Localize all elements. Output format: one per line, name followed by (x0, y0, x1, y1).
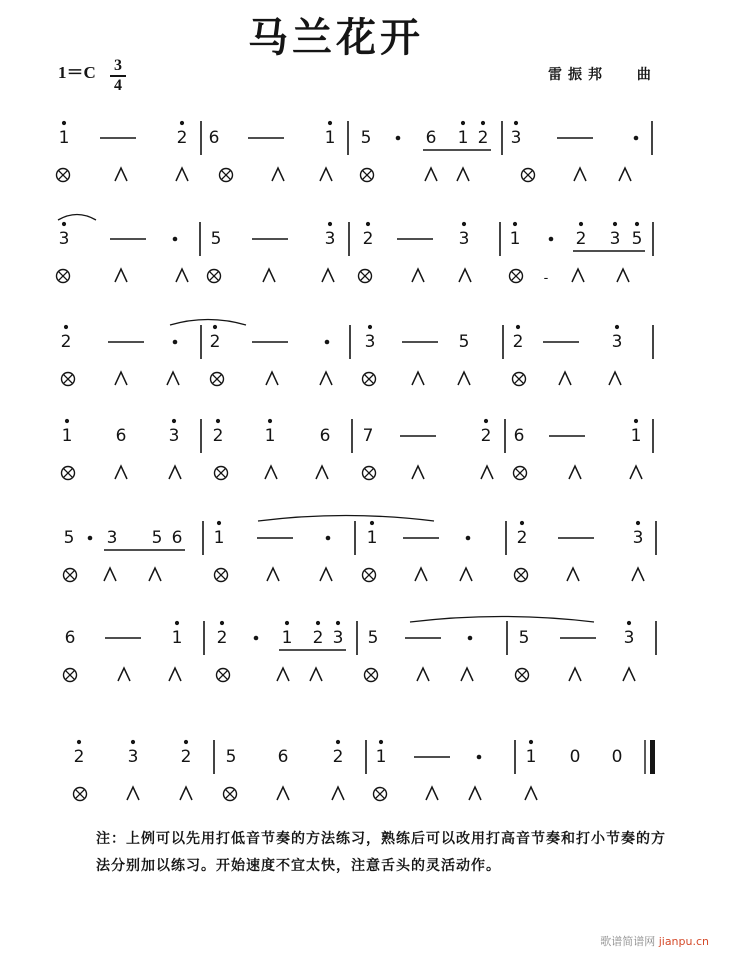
line-6-augmentation-dot (254, 636, 259, 641)
line-4-note: 6 (319, 426, 331, 446)
line-1-note: 1 (58, 128, 70, 148)
line-7-high-octave-dot (131, 740, 135, 744)
line-4-beat-mark-upbeat (169, 466, 181, 479)
line-5-note: 6 (171, 528, 183, 548)
line-5-high-octave-dot (370, 521, 374, 525)
line-7-note: 5 (225, 747, 237, 767)
line-3-beat-mark-upbeat (266, 372, 278, 385)
line-3-note: 3 (611, 332, 623, 352)
line-4-note: 1 (264, 426, 276, 446)
line-5-beat-mark-upbeat (267, 568, 279, 581)
line-1-augmentation-dot (396, 136, 401, 141)
practice-note: 注：上例可以先用打低音节奏的方法练习，熟练后可以改用打高音节奏和打小节奏的方法分别加以练习。开始速度不宜太快，注意舌头的灵活动作。 (96, 831, 666, 874)
line-2-note: 1 (509, 229, 521, 249)
line-6-high-octave-dot (627, 621, 631, 625)
line-2-note: 2 (575, 229, 587, 249)
line-6-high-octave-dot (336, 621, 340, 625)
line-3-slur (170, 320, 246, 326)
line-2-beat-mark-upbeat (617, 269, 629, 282)
line-4-beat-mark-upbeat (569, 466, 581, 479)
line-5-note: 2 (516, 528, 528, 548)
line-6-beat-mark-upbeat (623, 668, 635, 681)
line-5-augmentation-dot (88, 536, 93, 541)
line-1-note: 5 (360, 128, 372, 148)
line-1-note: 2 (176, 128, 188, 148)
line-1-augmentation-dot (634, 136, 639, 141)
line-7-high-octave-dot (184, 740, 188, 744)
line-5-note: 3 (632, 528, 644, 548)
line-2-high-octave-dot (579, 222, 583, 226)
line-5-beat-mark-upbeat (415, 568, 427, 581)
line-6-note: 2 (216, 628, 228, 648)
line-7-note: 6 (277, 747, 289, 767)
line-7-note: 2 (332, 747, 344, 767)
line-2-beat-mark-upbeat (322, 269, 334, 282)
line-2-beat-mark-upbeat (263, 269, 275, 282)
line-4-high-octave-dot (172, 419, 176, 423)
time-signature-bottom: 4 (114, 76, 122, 94)
line-4-note: 2 (480, 426, 492, 446)
line-2-beat-mark-upbeat (572, 269, 584, 282)
line-7-note: 1 (525, 747, 537, 767)
line-1-note: 3 (510, 128, 522, 148)
line-7-note: 2 (73, 747, 85, 767)
line-2-slur (58, 215, 96, 221)
line-7-final-barline-thick (650, 740, 655, 774)
line-2-beat-mark-mark: - (543, 271, 549, 286)
line-2-high-octave-dot (513, 222, 517, 226)
line-2-high-octave-dot (62, 222, 66, 226)
line-5-augmentation-dot (326, 536, 331, 541)
line-4-note: 3 (168, 426, 180, 446)
line-3-beat-mark-upbeat (320, 372, 332, 385)
line-7-note: 3 (127, 747, 139, 767)
watermark-credit (600, 936, 709, 947)
line-2-augmentation-dot (549, 237, 554, 242)
line-4-beat-mark-upbeat (481, 466, 493, 479)
line-5-beat-mark-upbeat (567, 568, 579, 581)
line-6-note: 5 (518, 628, 530, 648)
line-1-beat-mark-upbeat (574, 168, 586, 181)
line-5-high-octave-dot (636, 521, 640, 525)
line-2-high-octave-dot (635, 222, 639, 226)
line-2-note: 3 (324, 229, 336, 249)
line-6-note: 5 (367, 628, 379, 648)
line-6-beat-mark-upbeat (277, 668, 289, 681)
line-7-beat-mark-upbeat (180, 787, 192, 800)
line-5-beat-mark-upbeat (632, 568, 644, 581)
line-2-beat-mark-upbeat (412, 269, 424, 282)
line-3-high-octave-dot (615, 325, 619, 329)
line-2-beat-mark-upbeat (115, 269, 127, 282)
line-4-note: 1 (630, 426, 642, 446)
line-6-augmentation-dot (468, 636, 473, 641)
line-4-beat-mark-upbeat (412, 466, 424, 479)
line-5-high-octave-dot (217, 521, 221, 525)
line-5-note: 1 (366, 528, 378, 548)
time-signature-top: 3 (114, 57, 122, 74)
line-6-high-octave-dot (175, 621, 179, 625)
line-1-beat-mark-upbeat (619, 168, 631, 181)
line-5-beat-mark-upbeat (104, 568, 116, 581)
line-4-beat-mark-upbeat (316, 466, 328, 479)
line-7-beat-mark-upbeat (426, 787, 438, 800)
line-6-beat-mark-upbeat (169, 668, 181, 681)
line-7-beat-mark-upbeat (332, 787, 344, 800)
line-2-high-octave-dot (366, 222, 370, 226)
line-7-note: 0 (569, 747, 581, 767)
line-3-beat-mark-upbeat (412, 372, 424, 385)
line-1-high-octave-dot (328, 121, 332, 125)
line-7-beat-mark-upbeat (277, 787, 289, 800)
line-5-beat-mark-upbeat (320, 568, 332, 581)
line-1-beat-mark-upbeat (176, 168, 188, 181)
line-5-note: 5 (63, 528, 75, 548)
line-7-high-octave-dot (379, 740, 383, 744)
line-4-note: 7 (362, 426, 374, 446)
line-1-note: 6 (425, 128, 437, 148)
composer-role: 曲 (636, 67, 657, 83)
line-3-beat-mark-upbeat (559, 372, 571, 385)
line-1-note: 1 (457, 128, 469, 148)
line-7-note: 0 (611, 747, 623, 767)
line-3-high-octave-dot (516, 325, 520, 329)
line-1-high-octave-dot (62, 121, 66, 125)
line-3-high-octave-dot (64, 325, 68, 329)
line-3-note: 2 (512, 332, 524, 352)
line-6-beat-mark-upbeat (118, 668, 130, 681)
line-4-beat-mark-upbeat (115, 466, 127, 479)
line-7-beat-mark-upbeat (525, 787, 537, 800)
line-6-note: 2 (312, 628, 324, 648)
line-7-augmentation-dot (477, 755, 482, 760)
line-7-beat-mark-upbeat (127, 787, 139, 800)
line-6-note: 1 (171, 628, 183, 648)
line-4-note: 6 (115, 426, 127, 446)
credit-url: jianpu.cn (658, 935, 709, 948)
line-6-beat-mark-upbeat (461, 668, 473, 681)
line-3-beat-mark-upbeat (167, 372, 179, 385)
line-1-high-octave-dot (461, 121, 465, 125)
line-1-note: 6 (208, 128, 220, 148)
line-3-high-octave-dot (213, 325, 217, 329)
line-4-high-octave-dot (216, 419, 220, 423)
line-2-note: 3 (458, 229, 470, 249)
line-6-note: 6 (64, 628, 76, 648)
line-7-high-octave-dot (336, 740, 340, 744)
line-3-beat-mark-upbeat (115, 372, 127, 385)
composer-name: 雷振邦 (548, 67, 608, 83)
line-3-note: 2 (60, 332, 72, 352)
line-6-high-octave-dot (316, 621, 320, 625)
line-1-note: 1 (324, 128, 336, 148)
line-3-note: 5 (458, 332, 470, 352)
line-1-high-octave-dot (514, 121, 518, 125)
line-3-augmentation-dot (325, 340, 330, 345)
line-7-high-octave-dot (529, 740, 533, 744)
line-1-beat-mark-upbeat (272, 168, 284, 181)
line-5-beat-mark-upbeat (149, 568, 161, 581)
line-6-beat-mark-upbeat (417, 668, 429, 681)
line-1-beat-mark-upbeat (320, 168, 332, 181)
line-1-beat-mark-upbeat (115, 168, 127, 181)
line-2-beat-mark-upbeat (176, 269, 188, 282)
line-5-note: 3 (106, 528, 118, 548)
line-3-beat-mark-upbeat (458, 372, 470, 385)
line-4-note: 6 (513, 426, 525, 446)
line-6-high-octave-dot (285, 621, 289, 625)
line-7-note: 2 (180, 747, 192, 767)
line-5-beat-mark-upbeat (460, 568, 472, 581)
line-2-high-octave-dot (462, 222, 466, 226)
line-2-high-octave-dot (613, 222, 617, 226)
line-2-augmentation-dot (173, 237, 178, 242)
line-1-high-octave-dot (481, 121, 485, 125)
line-3-augmentation-dot (173, 340, 178, 345)
line-3-note: 3 (364, 332, 376, 352)
line-6-slur (410, 617, 594, 623)
line-2-high-octave-dot (328, 222, 332, 226)
line-4-high-octave-dot (634, 419, 638, 423)
line-1-note: 2 (477, 128, 489, 148)
line-4-high-octave-dot (65, 419, 69, 423)
line-1-beat-mark-upbeat (425, 168, 437, 181)
line-6-high-octave-dot (220, 621, 224, 625)
line-5-augmentation-dot (466, 536, 471, 541)
line-4-note: 2 (212, 426, 224, 446)
line-4-beat-mark-upbeat (630, 466, 642, 479)
song-title: 马兰花开 (248, 15, 424, 61)
line-5-high-octave-dot (520, 521, 524, 525)
line-2-note: 3 (609, 229, 621, 249)
line-7-high-octave-dot (77, 740, 81, 744)
line-1-high-octave-dot (180, 121, 184, 125)
line-6-beat-mark-upbeat (569, 668, 581, 681)
line-3-note: 2 (209, 332, 221, 352)
line-2-note: 2 (362, 229, 374, 249)
credit-site: 歌谱简谱网 (600, 935, 656, 948)
key-signature: 1＝C (58, 63, 96, 82)
line-4-beat-mark-upbeat (265, 466, 277, 479)
line-2-note: 3 (58, 229, 70, 249)
line-7-beat-mark-upbeat (469, 787, 481, 800)
line-4-note: 1 (61, 426, 73, 446)
line-2-beat-mark-upbeat (459, 269, 471, 282)
line-3-beat-mark-upbeat (609, 372, 621, 385)
line-7-note: 1 (375, 747, 387, 767)
line-6-beat-mark-upbeat (310, 668, 322, 681)
line-5-note: 5 (151, 528, 163, 548)
line-6-note: 3 (332, 628, 344, 648)
line-1-beat-mark-upbeat (457, 168, 469, 181)
line-4-high-octave-dot (268, 419, 272, 423)
line-2-note: 5 (631, 229, 643, 249)
line-5-slur (258, 516, 434, 522)
line-5-note: 1 (213, 528, 225, 548)
line-2-note: 5 (210, 229, 222, 249)
line-6-note: 1 (281, 628, 293, 648)
line-4-high-octave-dot (484, 419, 488, 423)
line-6-note: 3 (623, 628, 635, 648)
line-3-high-octave-dot (368, 325, 372, 329)
